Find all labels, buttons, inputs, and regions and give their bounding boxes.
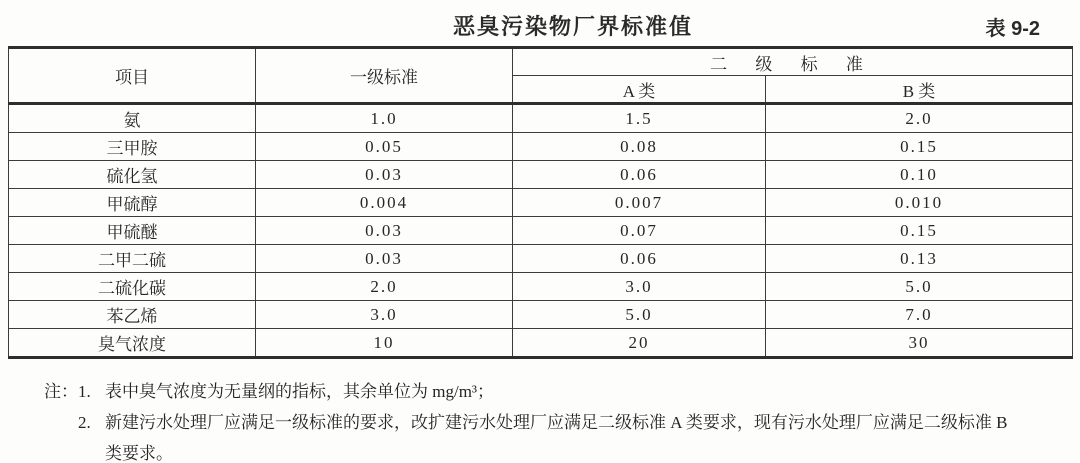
header-row-1: [9, 48, 1073, 76]
table-header: [9, 48, 1073, 104]
cell-level1: 0.05: [256, 133, 513, 161]
table-row: [9, 104, 1073, 133]
cell-class-b: 0.10: [766, 161, 1073, 189]
table-row: [9, 273, 1073, 301]
cell-class-b: 0.15: [766, 217, 1073, 245]
cell-item: 甲硫醚: [9, 217, 256, 245]
cell-class-a: 0.06: [513, 245, 766, 273]
title-row: [0, 0, 1080, 46]
cell-class-a: 1.5: [513, 104, 766, 133]
standards-table: [8, 46, 1073, 359]
cell-item: 二硫化碳: [9, 273, 256, 301]
table-title: 恶臭污染物厂界标准值: [452, 14, 693, 39]
table-row: [9, 301, 1073, 329]
header-level2: 二 级 标 准: [513, 48, 1073, 76]
cell-level1: 3.0: [256, 301, 513, 329]
cell-class-b: 30: [766, 329, 1073, 358]
table-row: [9, 161, 1073, 189]
cell-class-b: 0.13: [766, 245, 1073, 273]
cell-class-b: 7.0: [766, 301, 1073, 329]
cell-item: 臭气浓度: [9, 329, 256, 358]
cell-item: 硫化氢: [9, 161, 256, 189]
cell-class-a: 3.0: [513, 273, 766, 301]
table-row: [9, 133, 1073, 161]
table-row: [9, 329, 1073, 358]
cell-item: 苯乙烯: [9, 301, 256, 329]
cell-item: 甲硫醇: [9, 189, 256, 217]
cell-level1: 0.03: [256, 161, 513, 189]
cell-class-a: 0.007: [513, 189, 766, 217]
table-body: [9, 104, 1073, 358]
table-row: [9, 217, 1073, 245]
cell-level1: 0.004: [256, 189, 513, 217]
header-class-a: A 类: [513, 76, 766, 104]
table-row: [9, 189, 1073, 217]
note-number: 1.: [78, 382, 91, 401]
cell-item: 三甲胺: [9, 133, 256, 161]
note-item: [78, 407, 1080, 463]
notes-label: 注：: [44, 382, 78, 401]
cell-level1: 2.0: [256, 273, 513, 301]
cell-class-a: 0.08: [513, 133, 766, 161]
note-text: 新建污水处理厂应满足一级标准的要求，改扩建污水处理厂应满足二级标准 A 类要求，现有污水处理厂应满足二级标准 B 类要求。: [105, 413, 1008, 463]
cell-level1: 10: [256, 329, 513, 358]
cell-class-b: 0.15: [766, 133, 1073, 161]
cell-class-b: 5.0: [766, 273, 1073, 301]
cell-class-a: 20: [513, 329, 766, 358]
notes-section: [44, 376, 1080, 463]
cell-level1: 0.03: [256, 217, 513, 245]
note-items: [78, 376, 1080, 463]
header-level1: 一级标准: [256, 48, 513, 104]
notes-wrap: [44, 376, 1080, 463]
cell-level1: 1.0: [256, 104, 513, 133]
note-item: [78, 376, 1080, 407]
cell-class-b: 0.010: [766, 189, 1073, 217]
header-item: 项目: [9, 48, 256, 104]
table-row: [9, 245, 1073, 273]
cell-level1: 0.03: [256, 245, 513, 273]
cell-item: 氨: [9, 104, 256, 133]
cell-class-b: 2.0: [766, 104, 1073, 133]
cell-item: 二甲二硫: [9, 245, 256, 273]
table-number: 表 9-2: [985, 18, 1040, 40]
header-class-b: B 类: [766, 76, 1073, 104]
note-text: 表中臭气浓度为无量纲的指标，其余单位为 mg/m³；: [105, 382, 495, 401]
cell-class-a: 5.0: [513, 301, 766, 329]
cell-class-a: 0.07: [513, 217, 766, 245]
cell-class-a: 0.06: [513, 161, 766, 189]
note-number: 2.: [78, 413, 91, 432]
